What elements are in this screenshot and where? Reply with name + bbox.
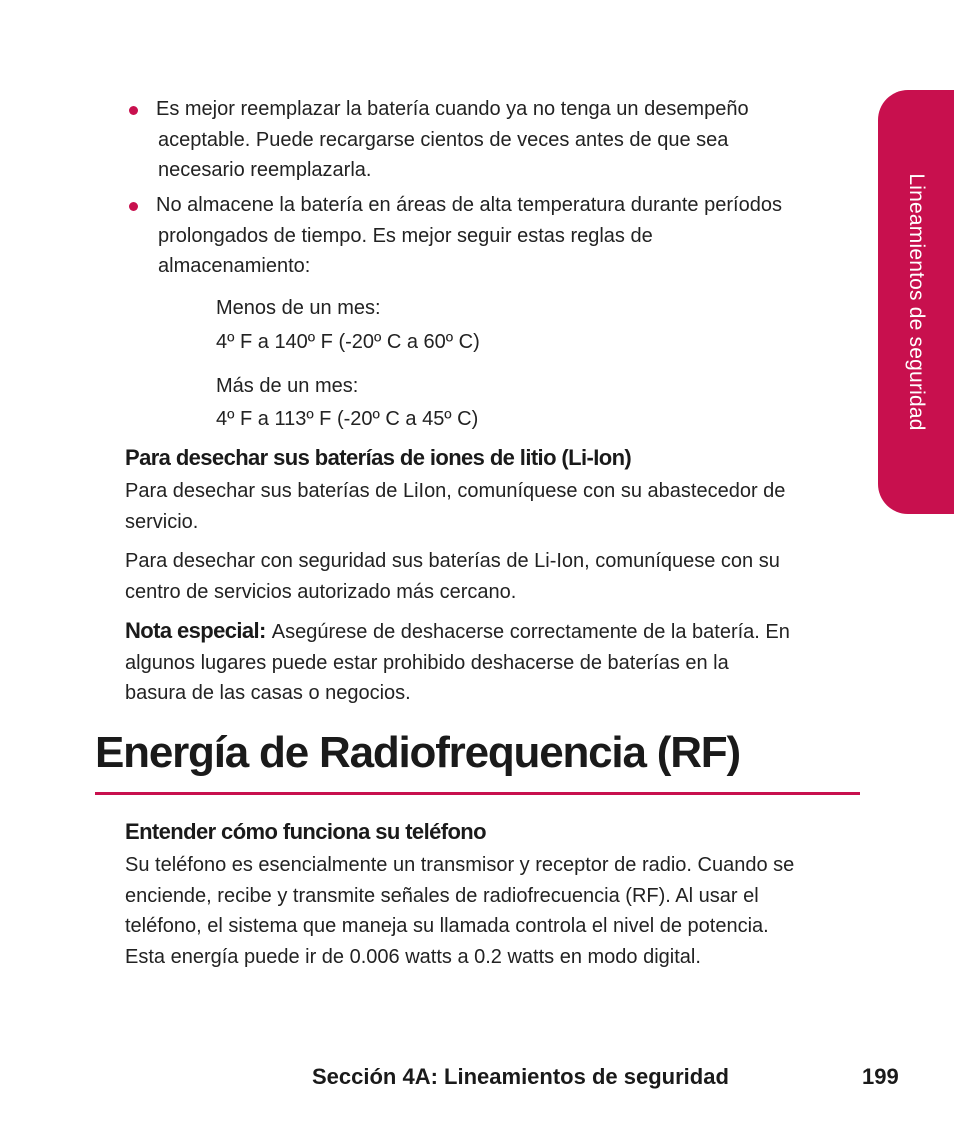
note-first-line xyxy=(125,616,865,648)
paragraph-line: Asegúrese de deshacerse correctamente de la batería. En xyxy=(271,621,790,643)
paragraph-line: Esta energía puede ir de 0.006 watts a 0.2 watts en modo digital. xyxy=(125,945,701,968)
bullet-icon xyxy=(129,106,138,115)
section-title: Energía de Radiofrequencia (RF) xyxy=(95,728,740,777)
note-label: Nota especial: xyxy=(125,618,266,643)
bullet-item xyxy=(158,190,858,282)
bullet-item xyxy=(158,94,858,186)
page-number: 199 xyxy=(862,1064,899,1089)
disposal-paragraph xyxy=(125,476,865,537)
storage-range: 4º F a 140º F (-20º C a 60º C) xyxy=(216,331,480,353)
paragraph-line: basura de las casas o negocios. xyxy=(125,682,411,704)
bullet-line: aceptable. Puede recargarse cientos de veces antes de que sea xyxy=(158,128,729,151)
paragraph-line: Su teléfono es esencialmente un transmisor y receptor de radio. Cuando se xyxy=(125,854,795,876)
footer-section: Sección 4A: Lineamientos de seguridad xyxy=(312,1064,729,1089)
title-underline xyxy=(95,792,860,795)
paragraph-line: algunos lugares puede estar prohibido deshacerse de baterías en la xyxy=(125,651,729,674)
storage-range: 4º F a 113º F (-20º C a 45º C) xyxy=(216,408,479,430)
bullet-line: Es mejor reemplazar la batería cuando ya no tenga un desempeño xyxy=(156,98,749,120)
disposal-heading: Para desechar sus baterías de iones de litio (Li-Ion) xyxy=(125,445,632,470)
bullet-line: almacenamiento: xyxy=(158,255,311,277)
rf-paragraph xyxy=(125,850,865,972)
rf-heading: Entender cómo funciona su teléfono xyxy=(125,819,486,844)
paragraph-line: teléfono, el sistema que maneja su llamada controla el nivel de potencia. xyxy=(125,915,769,937)
special-note xyxy=(125,616,865,709)
bullet-line: prolongados de tiempo. Es mejor seguir estas reglas de xyxy=(158,224,653,247)
paragraph-line: centro de servicios autorizado más cercano. xyxy=(125,580,517,603)
paragraph-line: servicio. xyxy=(125,510,199,533)
bullet-line: necesario reemplazarla. xyxy=(158,159,372,181)
disposal-paragraph xyxy=(125,546,865,607)
bullet-line: No almacene la batería en áreas de alta temperatura durante períodos xyxy=(156,194,782,216)
paragraph-line: Para desechar con seguridad sus baterías de Li-Ion, comuníquese con su xyxy=(125,550,780,572)
storage-label: Menos de un mes: xyxy=(216,297,381,319)
paragraph-line: enciende, recibe y transmite señales de radiofrecuencia (RF). Al usar el xyxy=(125,884,759,907)
paragraph-line: Para desechar sus baterías de LiIon, comuníquese con su abastecedor de xyxy=(125,480,786,502)
bullet-icon xyxy=(129,202,138,211)
side-tab-label: Lineamientos de seguridad xyxy=(905,173,928,431)
storage-label: Más de un mes: xyxy=(216,375,359,397)
